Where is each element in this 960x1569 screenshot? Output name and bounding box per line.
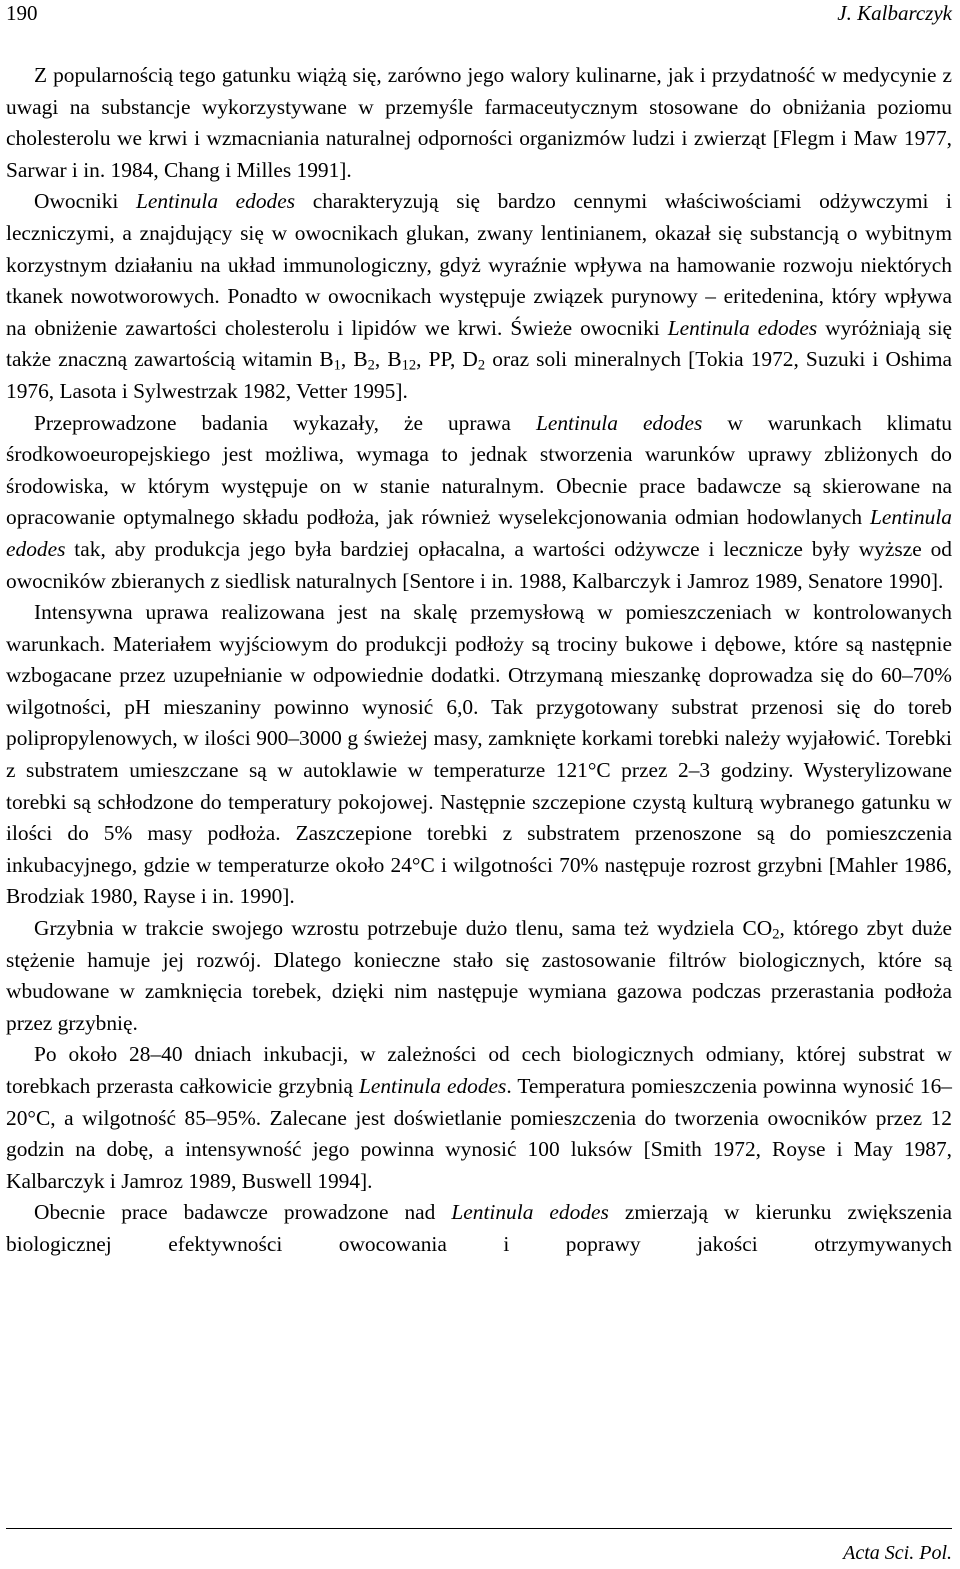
paragraph-3 [6, 408, 952, 598]
text-run: , którego zbyt duże stężenie hamuje jej rozwój. Dlatego konieczne stało się zastosowanie filtrów biologicznych, które są wbudowane w zamknięcia torebek, dzięki nim następuje wymiana gazowa podczas przerastania podłoża przez grzybnię. [6, 916, 952, 1035]
footer-rule [6, 1528, 952, 1529]
paragraph-1 [6, 60, 952, 186]
text-run: charakteryzują się bardzo cennymi właściwościami odżywczymi i leczniczymi, a znajdujący się w owocnikach glukan, zwany lentinianem, okazał się substancją o wybitnym korzystnym działaniu na układ immunologiczny, gdyż wyraźnie wpływa na hamowanie rozwoju niektórych tkanek nowotworowych. Ponadto w owocnikach występuje związek purynowy – eritedenina, który wpływa na obniżenie zawartości cholesterolu i lipidów we krwi. Świeże owocniki [6, 189, 952, 340]
text-run: Intensywna uprawa realizowana jest na skalę przemysłową w pomieszczeniach w kontrolowanych warunkach. Materiałem wyjściowym do produkcji podłoży są trociny bukowe i dębowe, które są następnie wzbogacane przez uzupełnianie w odpowiednie dodatki. Otrzymaną mieszankę doprowadza się do 60–70% wilgotności, pH mieszaniny powinno wynosić 6,0. Tak przygotowany substrat przenosi się do toreb polipropylenowych, w ilości 900–3000 g świeżej masy, zamknięte korkami torebki należy wyjałowić. Torebki z substratem umieszczane są w autoklawie w temperaturze 121°C przez 2–3 godziny. Wysterylizowane torebki są schłodzone do temperatury pokojowej. Następnie szczepione czystą kulturą wybranego gatunku w ilości do 5% masy podłoża. Zaszczepione torebki z substratem przenoszone są do pomieszczenia inkubacyjnego, gdzie w temperaturze około 24°C i wilgotności 70% następuje rozrost grzybni [Mahler 1986, Brodziak 1980, Rayse i in. 1990]. [6, 600, 952, 909]
running-header [6, 0, 952, 26]
text-run: tak, aby produkcja jego była bardziej opłacalna, a wartości odżywcze i lecznicze były wyższe od owocników zbieranych z siedlisk naturalnych [Sentore i in. 1988, Kalbarczyk i Jamroz 1989, Senatore 1990]. [6, 536, 952, 593]
text-run: Przeprowadzone badania wykazały, że uprawa [34, 410, 536, 435]
text-run: Z popularnością tego gatunku wiążą się, zarówno jego walory kulinarne, jak i przydatność w medycynie z uwagi na substancje wykorzystywane w przemyśle farmaceutycznym stosowane do obniżania poziomu cholesterolu we krwi i wzmacniania naturalnej odporności organizmów ludzi i zwierząt [Flegm i Maw 1977, Sarwar i in. 1984, Chang i Milles 1991]. [6, 63, 952, 182]
subscript: 2 [772, 926, 780, 943]
species-name: Lentinula edodes [451, 1200, 609, 1225]
page-number: 190 [6, 1, 38, 25]
text-run: , PP, D [416, 347, 478, 372]
text-run: Obecnie prace badawcze prowadzone nad [34, 1200, 452, 1225]
paragraph-4 [6, 597, 952, 913]
journal-footer: Acta Sci. Pol. [843, 1542, 952, 1564]
text-run: Po około 28–40 dniach inkubacji, w zależności od cech biologicznych odmiany, której substrat w torebkach przerasta całkowicie grzybnią [6, 1042, 952, 1098]
text-run: . Temperatura pomieszczenia powinna wynosić 16–20°C, a wilgotność 85–95%. Zalecane jest doświetlanie pomieszczenia do tworzenia owocników przez 12 godzin na dobę, a intensywność jego powinna wynosić 100 luksów [Smith 1972, Royse i May 1987, Kalbarczyk i Jamroz 1989, Buswell 1994]. [6, 1074, 953, 1193]
species-name: Lentinula edodes [6, 505, 952, 561]
text-run: oraz soli mineralnych [Tokia 1972, Suzuki i Oshima 1976, Lasota i Sylwestrzak 1982, Vetter 1995]. [6, 347, 953, 403]
page [6, 0, 952, 1569]
species-name: Lentinula edodes [535, 410, 703, 435]
text-run: Owocniki [34, 189, 137, 214]
text-run: , B [340, 347, 368, 372]
paragraph-5 [6, 913, 952, 1039]
text-run: , B [374, 347, 402, 372]
subscript: 2 [367, 357, 375, 374]
paragraph-6 [6, 1039, 952, 1197]
text-run: w warunkach klimatu środkowoeuropejskiego jest możliwa, wymaga to jednak stworzenia warunków uprawy zbliżonych do środowiska, w którym występuje on w stanie naturalnym. Obecnie prace badawcze są skierowane na opracowanie optymalnego składu podłoża, jak również wyselekcjonowania odmian hodowlanych [6, 410, 952, 530]
paragraph-2 [6, 186, 952, 407]
species-name: Lentinula edodes [136, 189, 296, 214]
subscript: 12 [401, 357, 417, 374]
subscript: 2 [477, 357, 486, 374]
subscript: 1 [333, 357, 341, 374]
species-name: Lentinula edodes [358, 1074, 507, 1098]
text-run: Grzybnia w trakcie swojego wzrostu potrzebuje dużo tlenu, sama też wydziela CO [34, 916, 773, 941]
text-run: zmierzają w kierunku zwiększenia biologicznej efektywności owocowania i poprawy jakości otrzymywanych [6, 1200, 953, 1256]
running-author: J. Kalbarczyk [837, 1, 952, 25]
species-name: Lentinula edodes [667, 315, 818, 340]
article-body [6, 60, 952, 1261]
text-run: wyróżniają się także znaczną zawartością witamin B [6, 315, 953, 372]
paragraph-7 [6, 1197, 952, 1260]
